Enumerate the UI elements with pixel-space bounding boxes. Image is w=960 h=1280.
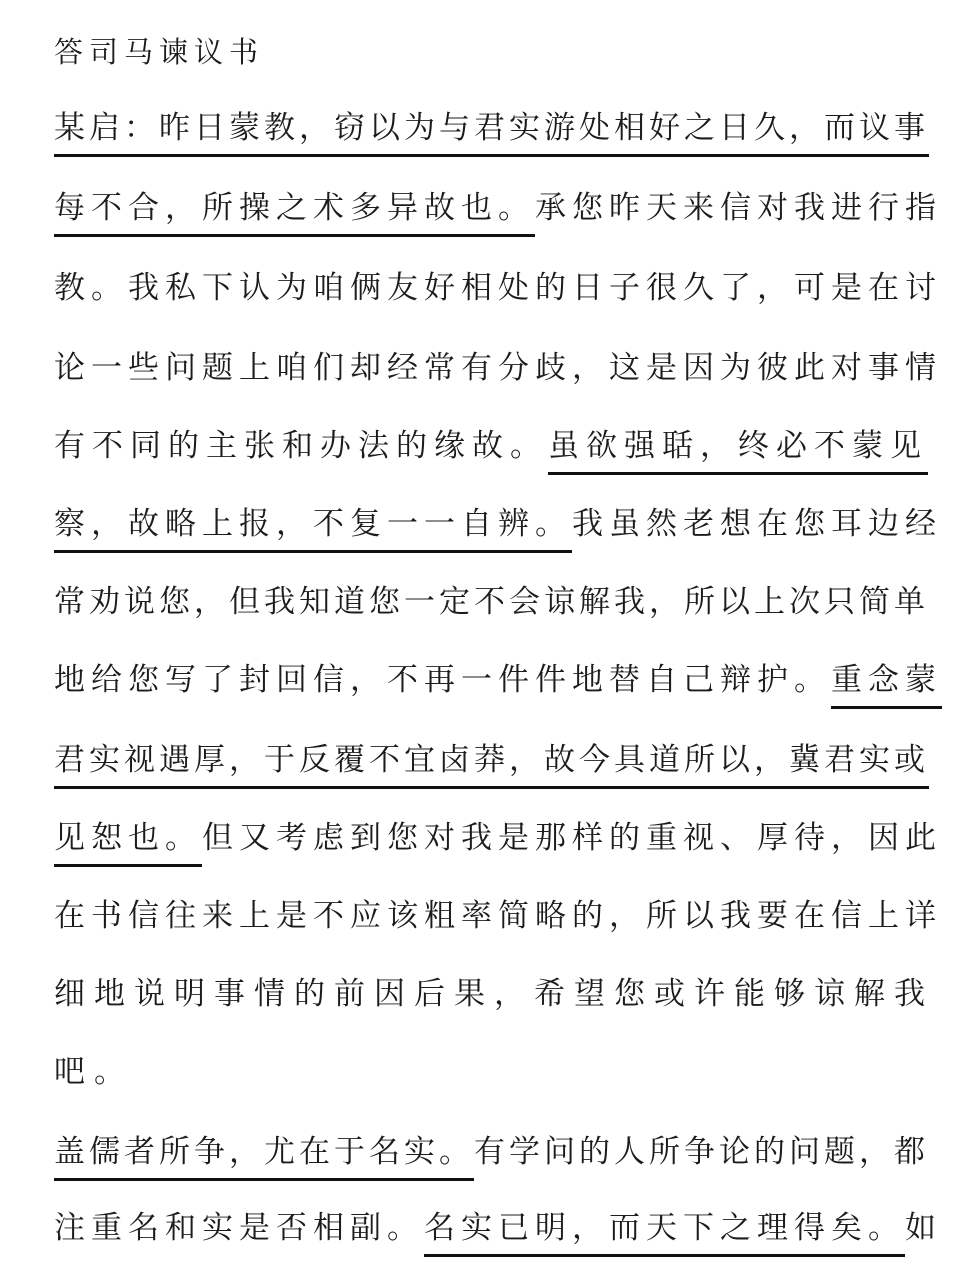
segment: 盖儒者所争，尤在于名实。: [54, 1134, 474, 1181]
text-line-11: [54, 896, 942, 936]
segment: 但又考虑到您对我是那样的重视、厚待，因此: [202, 820, 942, 856]
segment: 如: [905, 1210, 942, 1246]
segment: 名实已明，而天下之理得矣。: [424, 1210, 905, 1257]
text-line-2: [54, 188, 942, 228]
text-line-12: [54, 974, 934, 1014]
segment: 有学问的人所争论的问题，都: [474, 1134, 929, 1170]
text-line-7: [54, 582, 929, 622]
text-line-15: [54, 1208, 942, 1248]
segment: 有不同的主张和办法的缘故。: [54, 428, 548, 464]
text-line-1: [54, 108, 929, 148]
segment: 虽欲强聒，终必不蒙见: [548, 428, 928, 475]
segment: 论一些问题上咱们却经常有分歧，这是因为彼此对事情: [54, 350, 942, 386]
text-line-14: [54, 1132, 929, 1172]
segment: 细地说明事情的前因后果，希望您或许能够谅解我: [54, 976, 934, 1012]
text-line-3: [54, 268, 942, 308]
segment: 君实视遇厚，于反覆不宜卤莽，故今具道所以，冀君实或: [54, 742, 929, 789]
segment: 我虽然老想在您耳边经: [572, 506, 942, 542]
segment: 教。我私下认为咱俩友好相处的日子很久了，可是在讨: [54, 270, 942, 306]
text-line-10: [54, 818, 942, 858]
text-line-9: [54, 740, 929, 780]
segment: 吧。: [54, 1054, 134, 1090]
text-line-5: [54, 426, 928, 466]
segment: 常劝说您，但我知道您一定不会谅解我，所以上次只简单: [54, 584, 929, 620]
segment: 在书信往来上是不应该粗率简略的，所以我要在信上详: [54, 898, 942, 934]
segment: 见恕也。: [54, 820, 202, 867]
segment: 地给您写了封回信，不再一件件地替自己辩护。: [54, 662, 831, 698]
text-line-4: [54, 348, 942, 388]
segment: 某启：昨日蒙教，窃以为与君实游处相好之日久，而议事: [54, 110, 929, 157]
text-line-6: [54, 504, 942, 544]
document-title: 答司马谏议书: [54, 35, 265, 69]
text-line-8: [54, 660, 942, 700]
text-line-13: [54, 1052, 134, 1092]
segment: 重念蒙: [831, 662, 942, 709]
segment: 察，故略上报，不复一一自辨。: [54, 506, 572, 553]
segment: 注重名和实是否相副。: [54, 1210, 424, 1246]
segment: 承您昨天来信对我进行指: [535, 190, 942, 226]
segment: 每不合，所操之术多异故也。: [54, 190, 535, 237]
